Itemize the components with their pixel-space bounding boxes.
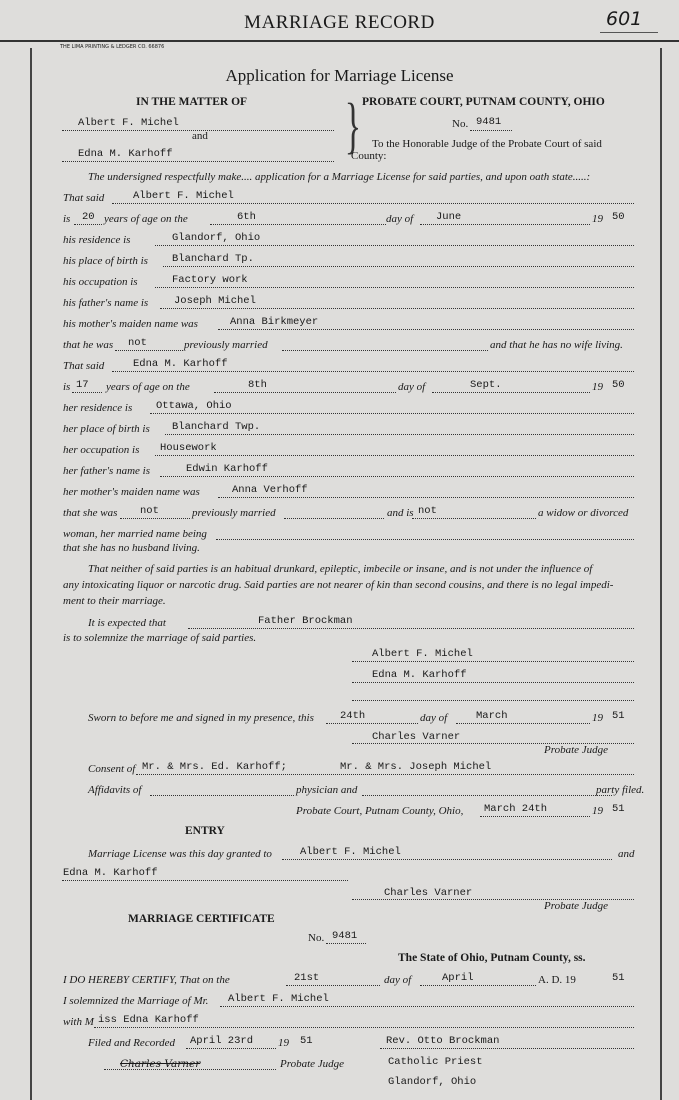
bride-birth-day: 8th (248, 379, 267, 391)
bride-previously-married: previously married (192, 507, 276, 519)
filed-year-prefix: 19 (278, 1037, 289, 1049)
bride-age-label: years of age on the (106, 381, 190, 393)
party1-name: Albert F. Michel (78, 117, 179, 129)
officiant-line (188, 628, 634, 629)
bride-married-name-line (216, 539, 634, 540)
printer-imprint: THE LIMA PRINTING & LEDGER CO. 66876 (60, 44, 165, 50)
probate-judge-3: Probate Judge (280, 1058, 345, 1070)
record-title: MARRIAGE RECORD (244, 12, 435, 33)
bride-name-line (112, 371, 634, 372)
certificate-year: 51 (612, 972, 625, 984)
signature-line-2 (352, 682, 634, 683)
groom-birthplace-line (163, 266, 634, 267)
bride-married-name-label: woman, her married name being (63, 528, 207, 540)
bride-birth-month: Sept. (470, 379, 502, 391)
groom-previously: not (128, 337, 147, 349)
sworn-month-line (456, 723, 590, 724)
groom-birth-month: June (436, 211, 462, 223)
groom-year-prefix: 19 (592, 213, 603, 225)
sworn-year: 51 (612, 710, 625, 722)
groom-age-label: years of age on the (104, 213, 188, 225)
judge-signature-3: Charles Varner (120, 1058, 201, 1070)
certificate-no-label: No. (308, 932, 325, 944)
groom-birthplace: Blanchard Tp. (172, 253, 254, 265)
certificate-month-line (420, 985, 536, 986)
probate-judge-1: Probate Judge (544, 744, 609, 756)
certificate-bride-line (94, 1027, 634, 1028)
application-title: Application for Marriage License (225, 66, 454, 85)
judge-signature-1: Charles Varner (372, 731, 461, 743)
certificate-day-of: day of (384, 974, 412, 986)
sworn-day: 24th (340, 710, 366, 722)
groom-age-line (74, 224, 102, 225)
groom-married-line (282, 350, 488, 351)
bride-birthplace: Blanchard Twp. (172, 421, 261, 433)
bride-year-prefix: 19 (592, 381, 603, 393)
groom-that-said: That said (63, 192, 105, 204)
county-text: County: (351, 150, 387, 162)
groom-is: is (63, 213, 71, 225)
sworn-year-prefix: 19 (592, 712, 603, 724)
minister-name: Rev. Otto Brockman (386, 1035, 500, 1047)
bride-residence-label: her residence is (63, 402, 133, 414)
bride-birthplace-label: her place of birth is (63, 423, 150, 435)
declaration-line3: ment to their marriage. (63, 595, 166, 607)
signature-line-3 (352, 700, 634, 701)
bride-occupation: Housework (160, 442, 217, 454)
bride-day-of: day of (398, 381, 426, 393)
groom-previously-line (115, 350, 183, 351)
bride-mother: Anna Verhoff (232, 484, 308, 496)
bride-father: Edwin Karhoff (186, 463, 268, 475)
groom-occupation: Factory work (172, 274, 248, 286)
bride-birth-month-line (432, 392, 590, 393)
groom-father-label: his father's name is (63, 297, 149, 309)
certificate-bride: iss Edna Karhoff (98, 1014, 199, 1026)
bride-father-label: her father's name is (63, 465, 150, 477)
undersigned-text: The undersigned respectfully make.... application for a Marriage License for said parties, and upon oath state.....: (88, 171, 591, 183)
license-no-label: No. (452, 118, 469, 130)
filed-year: 51 (300, 1035, 313, 1047)
applicant-signature-1: Albert F. Michel (372, 648, 473, 660)
minister-title: Catholic Priest (388, 1056, 483, 1068)
bride-mother-line (218, 497, 634, 498)
court-name: PROBATE COURT, PUTNAM COUNTY, OHIO (362, 96, 605, 108)
applicant-signature-2: Edna M. Karhoff (372, 669, 467, 681)
court-date: March 24th (484, 803, 548, 815)
bride-father-line (160, 476, 634, 477)
bride-widow: a widow or divorced (538, 507, 629, 519)
party-filed: party filed. (596, 784, 645, 796)
physician-and: physician and (296, 784, 358, 796)
certificate-number: 9481 (332, 930, 358, 942)
bride-birthplace-line (165, 434, 634, 435)
groom-no-wife: and that he has no wife living. (490, 339, 623, 351)
bride-age: 17 (76, 379, 89, 391)
license-number: 9481 (476, 116, 502, 128)
certificate-day: 21st (294, 972, 320, 984)
court-year-prefix: 19 (592, 805, 603, 817)
sworn-label: Sworn to before me and signed in my presence, this (88, 712, 314, 724)
in-the-matter-of: IN THE MATTER OF (136, 96, 248, 108)
certificate-title: MARRIAGE CERTIFICATE (128, 913, 275, 925)
court-year: 51 (612, 803, 625, 815)
bride-no-husband: that she has no husband living. (63, 542, 200, 554)
certificate-groom: Albert F. Michel (228, 993, 329, 1005)
groom-father-line (160, 308, 634, 309)
filed-label: Filed and Recorded (88, 1037, 175, 1049)
bride-that-she-was: that she was (63, 507, 118, 519)
bride-previously: not (140, 505, 159, 517)
consent-label: Consent of (88, 763, 136, 775)
groom-father: Joseph Michel (174, 295, 256, 307)
consent-bride-parents: Mr. & Mrs. Ed. Karhoff; (142, 761, 287, 773)
bride-and-is: and is (387, 507, 414, 519)
bride-occupation-line (155, 455, 634, 456)
groom-mother-line (218, 329, 634, 330)
and-word: and (192, 130, 208, 142)
judge-signature-2: Charles Varner (384, 887, 473, 899)
groom-occupation-label: his occupation is (63, 276, 138, 288)
bride-occupation-label: her occupation is (63, 444, 140, 456)
groom-mother-label: his mother's maiden name was (63, 318, 198, 330)
certificate-number-line (326, 943, 366, 944)
bride-mother-label: her mother's maiden name was (63, 486, 200, 498)
groom-name-line (112, 203, 634, 204)
certificate-ad: A. D. 19 (538, 974, 576, 986)
filed-date-line (186, 1048, 276, 1049)
minister-line (380, 1048, 634, 1049)
sworn-day-of: day of (420, 712, 448, 724)
solemnize-text: is to solemnize the marriage of said parties. (63, 632, 257, 644)
entry-and: and (618, 848, 635, 860)
groom-that-he-was: that he was (63, 339, 114, 351)
certificate-day-line (286, 985, 380, 986)
entry-name-2: Edna M. Karhoff (63, 867, 158, 879)
bride-previously-line (120, 518, 190, 519)
groom-residence-line (155, 245, 634, 246)
groom-age: 20 (82, 211, 95, 223)
groom-birthplace-label: his place of birth is (63, 255, 148, 267)
bride-is-line (412, 518, 536, 519)
certificate-month: April (442, 972, 474, 984)
affidavits-line-2 (362, 795, 612, 796)
entry-name-2-line (62, 880, 348, 881)
court-date-line (480, 816, 590, 817)
affidavits-line-1 (150, 795, 294, 796)
bride-birth-year: 50 (612, 379, 625, 391)
probate-judge-2: Probate Judge (544, 900, 609, 912)
groom-mother: Anna Birkmeyer (230, 316, 319, 328)
groom-residence: Glandorf, Ohio (172, 232, 261, 244)
solemnized-label: I solemnized the Marriage of Mr. (63, 995, 209, 1007)
certificate-groom-line (220, 1006, 634, 1007)
bride-residence: Ottawa, Ohio (156, 400, 232, 412)
bride-is-value: not (418, 505, 437, 517)
minister-place: Glandorf, Ohio (388, 1076, 477, 1088)
state-county: The State of Ohio, Putnam County, ss. (398, 952, 586, 964)
license-number-line (470, 130, 512, 131)
entry-name-1: Albert F. Michel (300, 846, 401, 858)
header-rule (0, 40, 679, 42)
expected-label: It is expected that (88, 617, 166, 629)
groom-residence-label: his residence is (63, 234, 131, 246)
page-number: 601 (606, 8, 643, 30)
bride-name: Edna M. Karhoff (133, 358, 228, 370)
to-judge-text: To the Honorable Judge of the Probate Court of said (372, 138, 602, 150)
declaration-line2: any intoxicating liquor or narcotic drug. Said parties are not nearer of kin than second cousins, and there is no legal impedi- (63, 579, 614, 591)
groom-occupation-line (155, 287, 634, 288)
groom-previously-married: previously married (184, 339, 268, 351)
groom-birth-month-line (420, 224, 590, 225)
groom-birth-day: 6th (237, 211, 256, 223)
bride-birth-day-line (214, 392, 396, 393)
entry-granted-label: Marriage License was this day granted to (88, 848, 272, 860)
filed-date: April 23rd (190, 1035, 254, 1047)
with-label: with M (63, 1016, 94, 1028)
declaration-line1: That neither of said parties is an habitual drunkard, epileptic, imbecile or insane, and is not under the influence of (88, 563, 593, 575)
bride-that-said: That said (63, 360, 105, 372)
groom-birth-day-line (210, 224, 386, 225)
certify-label: I DO HEREBY CERTIFY, That on the (63, 974, 230, 986)
page-number-underline (600, 32, 658, 33)
entry-name-1-line (282, 859, 612, 860)
consent-line (136, 774, 634, 775)
bride-is: is (63, 381, 71, 393)
bride-married-line (284, 518, 384, 519)
consent-groom-parents: Mr. & Mrs. Joseph Michel (340, 761, 492, 773)
party2-name: Edna M. Karhoff (78, 148, 173, 160)
groom-name: Albert F. Michel (133, 190, 234, 202)
bride-age-line (72, 392, 102, 393)
party2-line (62, 161, 334, 162)
bride-residence-line (150, 413, 634, 414)
officiant-name: Father Brockman (258, 615, 353, 627)
sworn-month: March (476, 710, 508, 722)
signature-line-1 (352, 661, 634, 662)
sworn-day-line (326, 723, 418, 724)
judge-signature-line-3 (104, 1069, 276, 1070)
entry-title: ENTRY (185, 825, 225, 837)
matter-brace: } (344, 92, 362, 160)
groom-birth-year: 50 (612, 211, 625, 223)
groom-day-of: day of (386, 213, 414, 225)
affidavits-label: Affidavits of (88, 784, 142, 796)
court-date-label: Probate Court, Putnam County, Ohio, (296, 805, 464, 817)
